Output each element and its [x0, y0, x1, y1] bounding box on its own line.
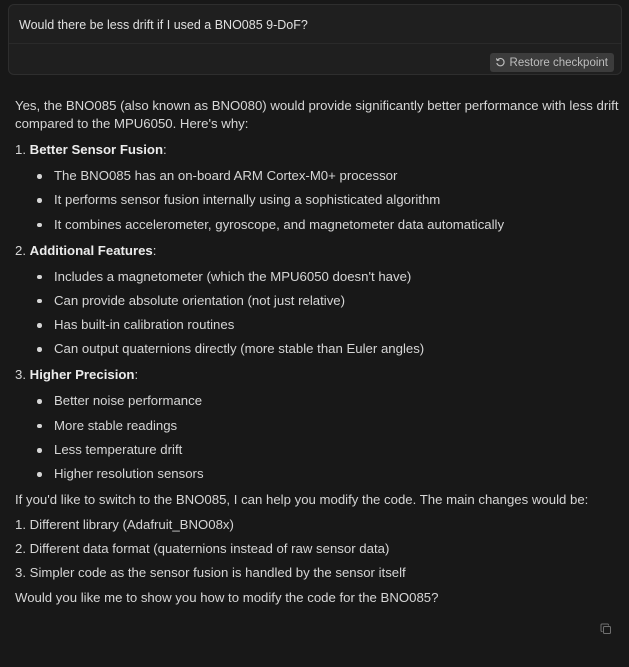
list-item: Can provide absolute orientation (not just relative): [37, 292, 620, 310]
restore-icon: [495, 57, 506, 68]
section-title-higher-precision: 3. Higher Precision:: [15, 367, 139, 383]
list-item: Has built-in calibration routines: [37, 316, 620, 334]
list-item: Includes a magnetometer (which the MPU6050 doesn't have): [37, 268, 620, 286]
copy-icon[interactable]: [600, 623, 612, 635]
list-item: The BNO085 has an on-board ARM Cortex-M0+ processor: [37, 167, 620, 185]
restore-checkpoint-button[interactable]: [490, 53, 614, 72]
section-title-additional-features: 2. Additional Features:: [15, 242, 157, 258]
list-item: Higher resolution sensors: [37, 465, 620, 483]
list-item: It combines accelerometer, gyroscope, and magnetometer data automatically: [37, 216, 620, 234]
response-intro: Yes, the BNO085 (also known as BNO080) would provide significantly better performance with less drift compared to the MPU6050. Here's why:: [15, 98, 619, 131]
assistant-response: [15, 97, 620, 613]
section-list-higher-precision: [15, 392, 620, 483]
list-item: Can output quaternions directly (more stable than Euler angles): [37, 340, 620, 358]
list-item: Less temperature drift: [37, 441, 620, 459]
user-message-text: Would there be less drift if I used a BNO085 9-DoF?: [19, 18, 308, 32]
list-item: It performs sensor fusion internally using a sophisticated algorithm: [37, 191, 620, 209]
restore-checkpoint-label: Restore checkpoint: [509, 56, 608, 69]
list-item: Better noise performance: [37, 392, 620, 410]
section-list-sensor-fusion: [15, 167, 620, 234]
switch-text: If you'd like to switch to the BNO085, I can help you modify the code. The main changes would be:: [15, 492, 589, 508]
user-message[interactable]: [8, 4, 622, 75]
change-item: 1. Different library (Adafruit_BNO08x): [15, 516, 234, 532]
closing-question: Would you like me to show you how to modify the code for the BNO085?: [15, 589, 439, 605]
change-item: 2. Different data format (quaternions instead of raw sensor data): [15, 540, 390, 556]
change-item: 3. Simpler code as the sensor fusion is handled by the sensor itself: [15, 565, 406, 581]
user-message-divider: [9, 43, 621, 44]
section-list-additional-features: [15, 268, 620, 359]
section-title-sensor-fusion: 1. Better Sensor Fusion:: [15, 142, 167, 157]
list-item: More stable readings: [37, 417, 620, 435]
